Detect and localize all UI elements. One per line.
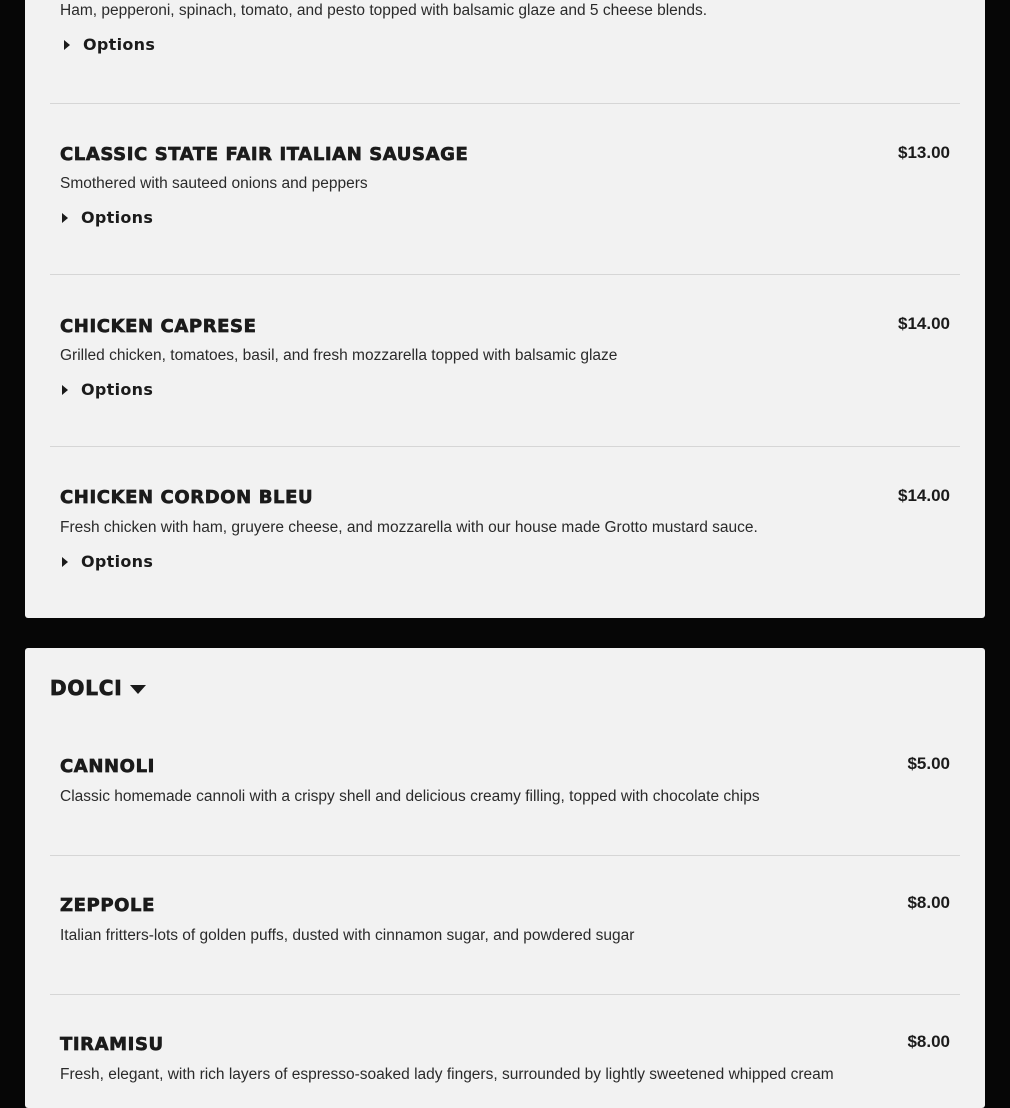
item-description: Classic homemade cannoli with a crispy shell and delicious creamy filling, topped with chocolate chips bbox=[60, 788, 760, 805]
item-description: Fresh chicken with ham, gruyere cheese, and mozzarella with our house made Grotto mustard sauce. bbox=[60, 519, 758, 536]
options-toggle[interactable] bbox=[64, 35, 155, 54]
options-toggle[interactable] bbox=[62, 380, 153, 399]
options-label: Options bbox=[81, 552, 154, 571]
options-toggle[interactable] bbox=[62, 208, 153, 227]
caret-right-icon bbox=[62, 385, 68, 395]
caret-right-icon bbox=[62, 213, 68, 223]
item-price: $14.00 bbox=[898, 486, 950, 505]
item-name: CHICKEN CORDON BLEU bbox=[60, 487, 314, 508]
item-price: $13.00 bbox=[898, 143, 950, 162]
item-name: CHICKEN CAPRESE bbox=[60, 316, 257, 337]
item-description: Grilled chicken, tomatoes, basil, and fresh mozzarella topped with balsamic glaze bbox=[60, 347, 618, 364]
menu-item[interactable] bbox=[50, 447, 960, 618]
item-name: ZEPPOLE bbox=[60, 895, 155, 916]
item-price: $8.00 bbox=[907, 1032, 950, 1051]
section-header-dolci[interactable] bbox=[50, 676, 146, 700]
menu-item[interactable] bbox=[50, 716, 960, 855]
menu-section-card bbox=[25, 0, 985, 618]
menu-item[interactable] bbox=[50, 856, 960, 994]
caret-down-icon bbox=[130, 685, 146, 694]
item-name: CLASSIC STATE FAIR ITALIAN SAUSAGE bbox=[60, 144, 469, 165]
caret-right-icon bbox=[62, 557, 68, 567]
section-title: DOLCI bbox=[50, 676, 123, 700]
item-price: $5.00 bbox=[907, 754, 950, 773]
menu-section-card bbox=[25, 648, 985, 1108]
item-price: $14.00 bbox=[898, 314, 950, 333]
item-description: Italian fritters-lots of golden puffs, dusted with cinnamon sugar, and powdered sugar bbox=[60, 927, 635, 944]
options-label: Options bbox=[81, 380, 154, 399]
item-description: Fresh, elegant, with rich layers of espresso-soaked lady fingers, surrounded by lightly sweetened whipped cream bbox=[60, 1066, 834, 1083]
options-label: Options bbox=[81, 208, 154, 227]
item-description: Ham, pepperoni, spinach, tomato, and pesto topped with balsamic glaze and 5 cheese blends. bbox=[60, 2, 708, 19]
menu-item[interactable] bbox=[50, 275, 960, 446]
item-name: TIRAMISU bbox=[60, 1034, 164, 1055]
item-name: CANNOLI bbox=[60, 756, 155, 777]
menu-item[interactable] bbox=[50, 104, 960, 275]
item-price: $8.00 bbox=[907, 893, 950, 912]
caret-right-icon bbox=[64, 40, 70, 50]
options-toggle[interactable] bbox=[62, 552, 153, 571]
menu-item[interactable] bbox=[50, 995, 960, 1108]
options-label: Options bbox=[83, 35, 156, 54]
item-description: Smothered with sauteed onions and peppers bbox=[60, 175, 368, 192]
